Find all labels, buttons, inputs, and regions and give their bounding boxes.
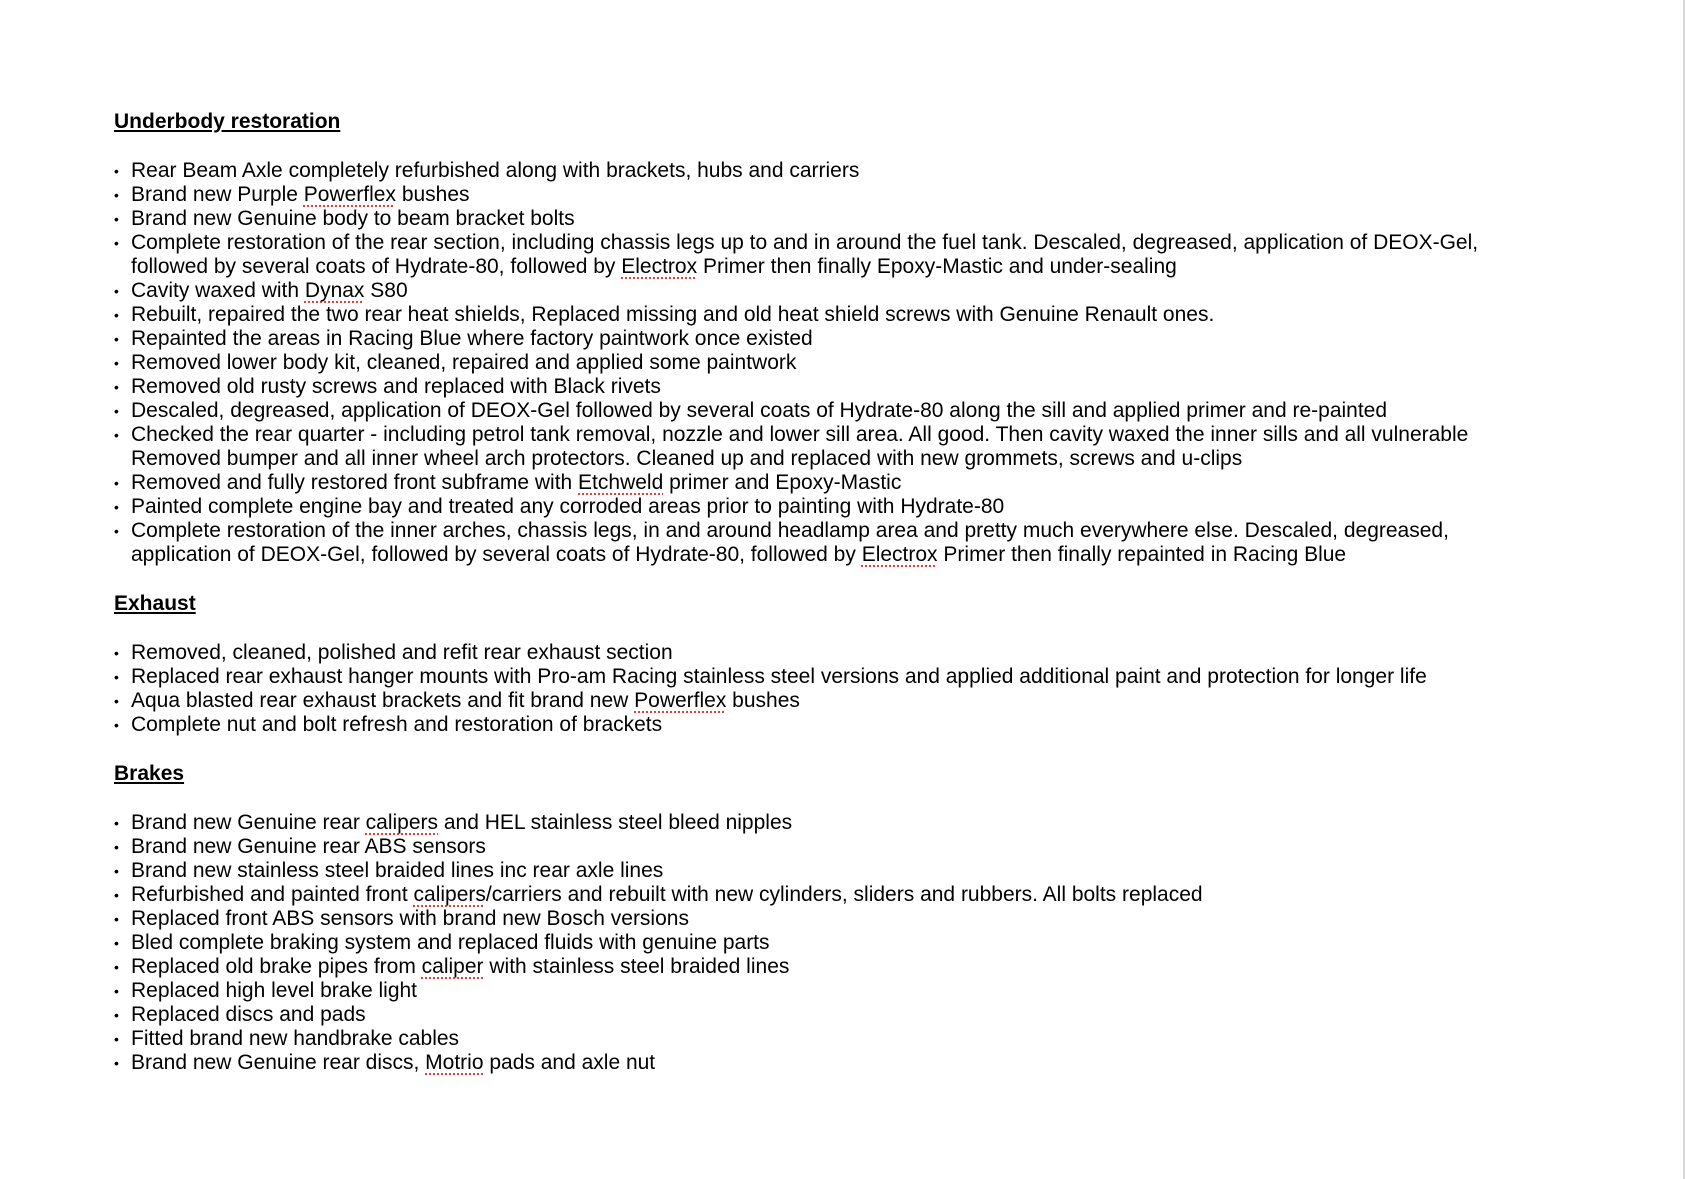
list-item	[114, 835, 1654, 859]
list-item-line: Repainted the areas in Racing Blue where factory paintwork once existed	[131, 327, 813, 350]
list-item-line: Replaced high level brake light	[131, 979, 418, 1002]
spellcheck-flagged-word[interactable]: Electrox	[621, 255, 698, 278]
bullet-icon: •	[114, 235, 119, 251]
list-item	[114, 303, 1654, 327]
list-item	[114, 907, 1654, 931]
list-item-line: Refurbished and painted front calipers/carriers and rebuilt with new cylinders, sliders and rubbers. All bolts replaced	[131, 883, 1203, 906]
list-item	[114, 159, 1654, 183]
list-item-line: Aqua blasted rear exhaust brackets and fit brand new Powerflex bushes	[131, 689, 800, 712]
list-item-line: Removed bumper and all inner wheel arch protectors. Cleaned up and replaced with new grommets, screws and u-clips	[131, 447, 1243, 470]
bullet-list-underbody-restoration	[114, 159, 1654, 567]
section-heading-underbody-restoration: Underbody restoration	[114, 110, 341, 133]
list-item	[114, 327, 1654, 351]
spellcheck-flagged-word[interactable]: caliper	[421, 955, 484, 978]
spellcheck-flagged-word[interactable]: Dynax	[304, 279, 365, 302]
list-item-line: Rear Beam Axle completely refurbished along with brackets, hubs and carriers	[131, 159, 860, 182]
bullet-icon: •	[114, 427, 119, 443]
list-item-line: followed by several coats of Hydrate-80, followed by Electrox Primer then finally Epoxy-Mastic and under-sealing	[131, 255, 1177, 278]
list-item-line: Complete restoration of the rear section, including chassis legs up to and in around the fuel tank. Descaled, degreased, application of DEOX-Gel,	[131, 231, 1479, 254]
bullet-icon: •	[114, 331, 119, 347]
bullet-icon: •	[114, 815, 119, 831]
list-item-line: Brand new Purple Powerflex bushes	[131, 183, 470, 206]
bullet-icon: •	[114, 403, 119, 419]
bullet-icon: •	[114, 379, 119, 395]
bullet-icon: •	[114, 1055, 119, 1071]
list-item-line: Checked the rear quarter - including petrol tank removal, nozzle and lower sill area. All good. Then cavity waxed the inner sills and all vulnerable	[131, 423, 1469, 446]
list-item	[114, 519, 1654, 567]
bullet-icon: •	[114, 307, 119, 323]
list-item-line: Brand new Genuine rear calipers and HEL stainless steel bleed nipples	[131, 811, 793, 834]
list-item	[114, 471, 1654, 495]
list-item	[114, 883, 1654, 907]
bullet-list-exhaust	[114, 641, 1654, 737]
list-item	[114, 351, 1654, 375]
list-item-line: Brand new Genuine body to beam bracket bolts	[131, 207, 575, 230]
list-item-line: Descaled, degreased, application of DEOX-Gel followed by several coats of Hydrate-80 along the sill and applied primer and re-painted	[131, 399, 1388, 422]
section-heading-exhaust: Exhaust	[114, 592, 196, 615]
bullet-icon: •	[114, 693, 119, 709]
list-item	[114, 399, 1654, 423]
bullet-icon: •	[114, 959, 119, 975]
list-item-line: Removed, cleaned, polished and refit rear exhaust section	[131, 641, 673, 664]
bullet-icon: •	[114, 911, 119, 927]
bullet-icon: •	[114, 669, 119, 685]
list-item-line: Removed and fully restored front subframe with Etchweld primer and Epoxy-Mastic	[131, 471, 902, 494]
list-item-line: Complete nut and bolt refresh and restoration of brackets	[131, 713, 663, 736]
list-item	[114, 1051, 1654, 1075]
section-heading-brakes: Brakes	[114, 762, 185, 785]
list-item	[114, 665, 1654, 689]
list-item	[114, 207, 1654, 231]
bullet-icon: •	[114, 839, 119, 855]
spellcheck-flagged-word[interactable]: calipers	[365, 811, 439, 834]
list-item-line: Bled complete braking system and replaced fluids with genuine parts	[131, 931, 770, 954]
bullet-icon: •	[114, 935, 119, 951]
spellcheck-flagged-word[interactable]: calipers	[413, 883, 486, 906]
list-item	[114, 859, 1654, 883]
list-item-line: Brand new stainless steel braided lines inc rear axle lines	[131, 859, 664, 882]
bullet-icon: •	[114, 163, 119, 179]
bullet-list-brakes	[114, 811, 1654, 1075]
list-item	[114, 1027, 1654, 1051]
list-item	[114, 423, 1654, 471]
list-item-line: Brand new Genuine rear ABS sensors	[131, 835, 486, 858]
bullet-icon: •	[114, 475, 119, 491]
bullet-icon: •	[114, 717, 119, 733]
list-item	[114, 811, 1654, 835]
list-item-line: Replaced front ABS sensors with brand new Bosch versions	[131, 907, 689, 930]
bullet-icon: •	[114, 887, 119, 903]
list-item	[114, 979, 1654, 1003]
list-item-line: Complete restoration of the inner arches, chassis legs, in and around headlamp area and pretty much everywhere else. Descaled, degreased,	[131, 519, 1449, 542]
list-item-line: Replaced discs and pads	[131, 1003, 366, 1026]
list-item-line: Removed old rusty screws and replaced with Black rivets	[131, 375, 661, 398]
bullet-icon: •	[114, 355, 119, 371]
spellcheck-flagged-word[interactable]: Motrio	[425, 1051, 484, 1074]
bullet-icon: •	[114, 499, 119, 515]
list-item	[114, 495, 1654, 519]
list-item-line: Replaced old brake pipes from caliper with stainless steel braided lines	[131, 955, 790, 978]
list-item	[114, 1003, 1654, 1027]
spellcheck-flagged-word[interactable]: Powerflex	[634, 689, 727, 712]
bullet-icon: •	[114, 211, 119, 227]
bullet-icon: •	[114, 283, 119, 299]
list-item	[114, 955, 1654, 979]
list-item	[114, 641, 1654, 665]
bullet-icon: •	[114, 645, 119, 661]
bullet-icon: •	[114, 863, 119, 879]
spellcheck-flagged-word[interactable]: Powerflex	[303, 183, 396, 206]
list-item-line: Replaced rear exhaust hanger mounts with Pro-am Racing stainless steel versions and applied additional paint and protection for longer life	[131, 665, 1427, 688]
list-item	[114, 183, 1654, 207]
list-item-line: Cavity waxed with Dynax S80	[131, 279, 408, 302]
bullet-icon: •	[114, 523, 119, 539]
list-item-line: Brand new Genuine rear discs, Motrio pads and axle nut	[131, 1051, 656, 1074]
list-item-line: Removed lower body kit, cleaned, repaired and applied some paintwork	[131, 351, 797, 374]
list-item	[114, 231, 1654, 279]
list-item-line: Fitted brand new handbrake cables	[131, 1027, 460, 1050]
document-body	[114, 109, 1654, 1099]
list-item	[114, 279, 1654, 303]
bullet-icon: •	[114, 983, 119, 999]
list-item-line: Rebuilt, repaired the two rear heat shields, Replaced missing and old heat shield screws with Genuine Renault ones.	[131, 303, 1215, 326]
list-item-line: Painted complete engine bay and treated any corroded areas prior to painting with Hydrate-80	[131, 495, 1005, 518]
bullet-icon: •	[114, 1007, 119, 1023]
spellcheck-flagged-word[interactable]: Etchweld	[578, 471, 664, 494]
list-item	[114, 931, 1654, 955]
list-item	[114, 689, 1654, 713]
list-item	[114, 713, 1654, 737]
spellcheck-flagged-word[interactable]: Electrox	[861, 543, 938, 566]
list-item	[114, 375, 1654, 399]
list-item-line: application of DEOX-Gel, followed by several coats of Hydrate-80, followed by Electrox Primer then finally repainted in Racing Blue	[131, 543, 1347, 566]
bullet-icon: •	[114, 187, 119, 203]
bullet-icon: •	[114, 1031, 119, 1047]
